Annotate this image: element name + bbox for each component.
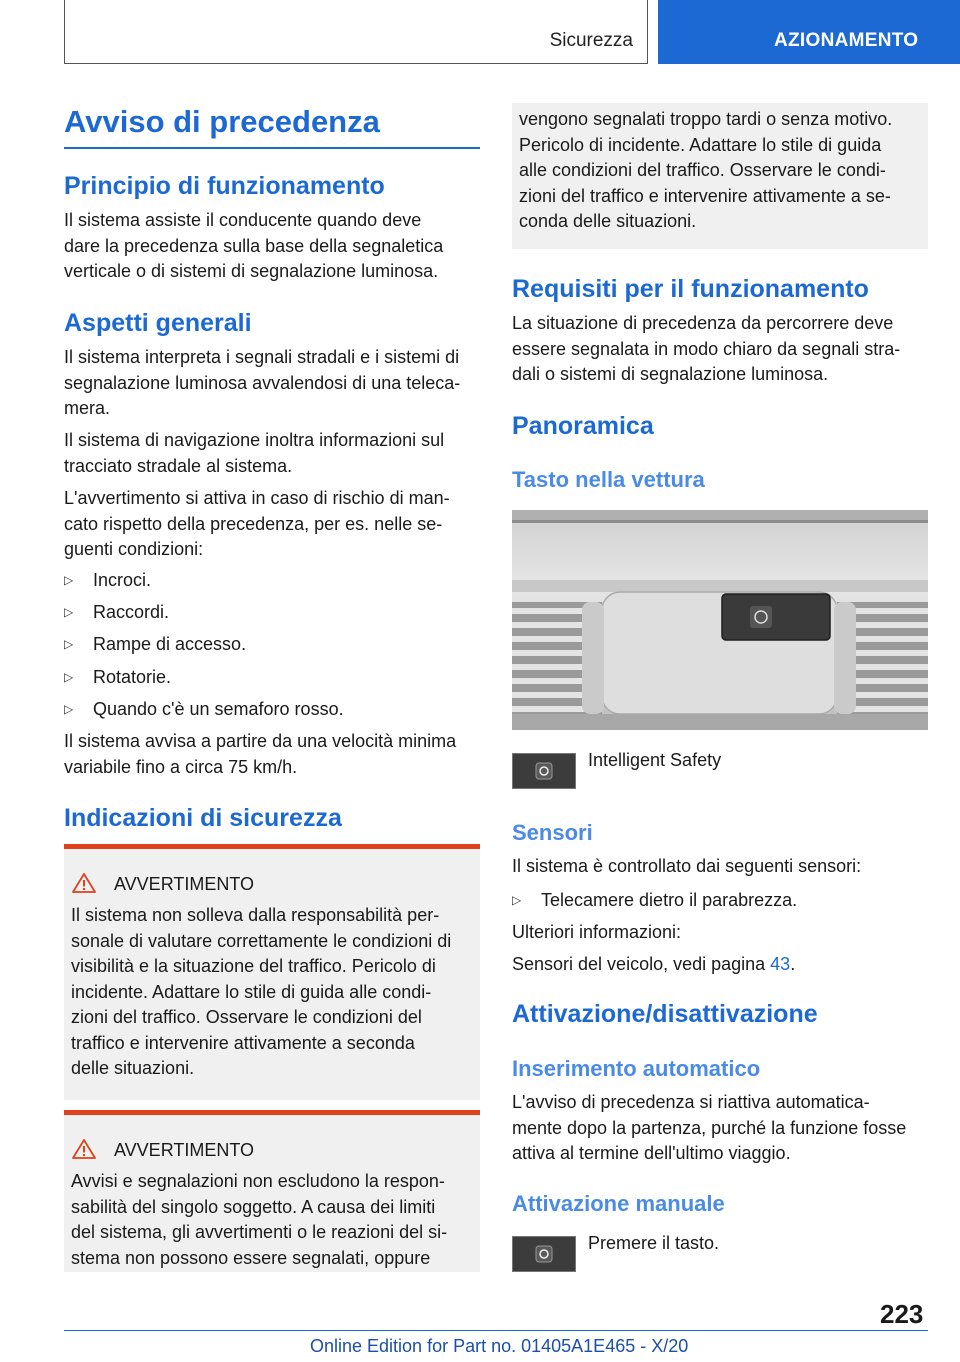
heading-manuale: Attivazione manuale	[512, 1191, 725, 1216]
triangle-bullet-icon: ▷	[64, 637, 74, 651]
warning-continuation-text: vengono segnalati troppo tardi o senza motivo. Pericolo di incidente. Adattare lo stile di guida alle condizioni del traffico. Osservare le condi- zioni del traffico e intervenire attivamente a se- conda delle situazioni.	[519, 109, 893, 231]
warning-triangle-icon	[72, 1139, 96, 1159]
sensori-reference: Sensori del veicolo, vedi pagina 43.	[512, 954, 796, 974]
warning-continuation	[512, 103, 928, 249]
triangle-bullet-icon: ▷	[64, 605, 74, 619]
page-reference-link[interactable]: 43	[770, 954, 791, 974]
warning-header	[72, 1139, 254, 1161]
page-title: Avviso di precedenza	[64, 104, 380, 139]
header-section: Sicurezza	[549, 30, 633, 51]
heading-requisiti: Requisiti per il funzionamento	[512, 275, 869, 303]
list-item: ▷ Rotatorie.	[64, 665, 171, 691]
heading-attivazione: Attivazione/disattivazione	[512, 1000, 818, 1028]
warning-label: AVVERTIMENTO	[114, 1140, 255, 1160]
principio-text: Il sistema assiste il conducente quando deve dare la precedenza sulla base della segnaletica verticale o di sistemi di segnalazione luminosa.	[64, 210, 444, 281]
heading-aspetti: Aspetti generali	[64, 309, 252, 337]
aspetti-p4: Il sistema avvisa a partire da una velocità minima variabile fino a circa 75 km/h.	[64, 731, 457, 777]
triangle-bullet-icon: ▷	[64, 702, 74, 716]
aspetti-p1: Il sistema interpreta i segnali stradali e i sistemi di segnalazione luminosa avvalendosi di una teleca- mera.	[64, 347, 461, 418]
aspetti-p2: Il sistema di navigazione inoltra informazioni sul tracciato stradale al sistema.	[64, 430, 445, 476]
footer-edition: Online Edition for Part no. 01405A1E465 - X/20	[310, 1336, 689, 1356]
requisiti-text: La situazione di precedenza da percorrere deve essere segnalata in modo chiaro da segnali stra- dali o sistemi di segnalazione luminosa.	[512, 313, 901, 384]
intelligent-safety-icon	[535, 1245, 553, 1263]
heading-sensori: Sensori	[512, 820, 593, 845]
manual-button-image	[512, 1236, 576, 1272]
list-item: ▷ Raccordi.	[64, 600, 169, 626]
warning-text: Il sistema non solleva dalla responsabilità per- sonale di valutare correttamente le condizioni di visibilità e la situazione del traffico. Pericolo di incidente. Adattare lo stile di guida alle condi- zioni del traffico. Osservare le condizioni del traffico e intervenire attivamente a seconda delle situazioni.	[71, 905, 452, 1078]
warning-header	[72, 873, 254, 895]
list-item: ▷ Incroci.	[64, 568, 151, 594]
button-caption: Intelligent Safety	[588, 750, 722, 770]
warning-box	[64, 844, 480, 1100]
inserimento-text: L'avviso di precedenza si riattiva automatica- mente dopo la partenza, purché la funzione fosse attiva al termine dell'ultimo viaggio.	[512, 1092, 907, 1163]
list-item: ▷ Telecamere dietro il parabrezza.	[512, 888, 797, 914]
list-item: ▷ Quando c'è un semaforo rosso.	[64, 697, 344, 723]
warning-text: Avvisi e segnalazioni non escludono la respon- sabilità del singolo soggetto. A causa dei limiti del sistema, gli avvertimenti o le reazioni del si- stema non possono essere segnalati, oppure	[71, 1171, 448, 1268]
dashboard-vents-illustration	[512, 510, 928, 730]
triangle-bullet-icon: ▷	[64, 670, 74, 684]
heading-principio: Principio di funzionamento	[64, 172, 385, 200]
page-number: 223	[880, 1299, 924, 1329]
warning-triangle-icon	[72, 873, 96, 893]
aspetti-p3: L'avvertimento si attiva in caso di rischio di man- cato rispetto della precedenza, per es. nelle se- guenti condizioni:	[64, 488, 450, 559]
manual-instruction: Premere il tasto.	[588, 1233, 720, 1253]
intelligent-safety-icon	[535, 762, 553, 780]
header-chapter-tab[interactable]	[658, 0, 960, 64]
heading-sicurezza: Indicazioni di sicurezza	[64, 804, 342, 832]
heading-inserimento: Inserimento automatico	[512, 1056, 761, 1081]
intelligent-safety-button-image	[512, 753, 576, 789]
warning-box	[64, 1110, 480, 1272]
triangle-bullet-icon: ▷	[64, 573, 74, 587]
heading-panoramica: Panoramica	[512, 412, 654, 440]
list-item: ▷ Rampe di accesso.	[64, 632, 246, 658]
header-chapter-label: AZIONAMENTO	[774, 30, 919, 51]
title-rule	[64, 147, 480, 149]
sensori-more: Ulteriori informazioni:	[512, 922, 682, 942]
sensori-intro: Il sistema è controllato dai seguenti sensori:	[512, 856, 862, 876]
warning-label: AVVERTIMENTO	[114, 874, 255, 894]
heading-tasto: Tasto nella vettura	[512, 467, 705, 492]
footer-rule	[64, 1330, 928, 1331]
dashboard-button-photo	[512, 510, 928, 730]
header-section-box	[64, 0, 648, 64]
triangle-bullet-icon: ▷	[512, 893, 522, 907]
